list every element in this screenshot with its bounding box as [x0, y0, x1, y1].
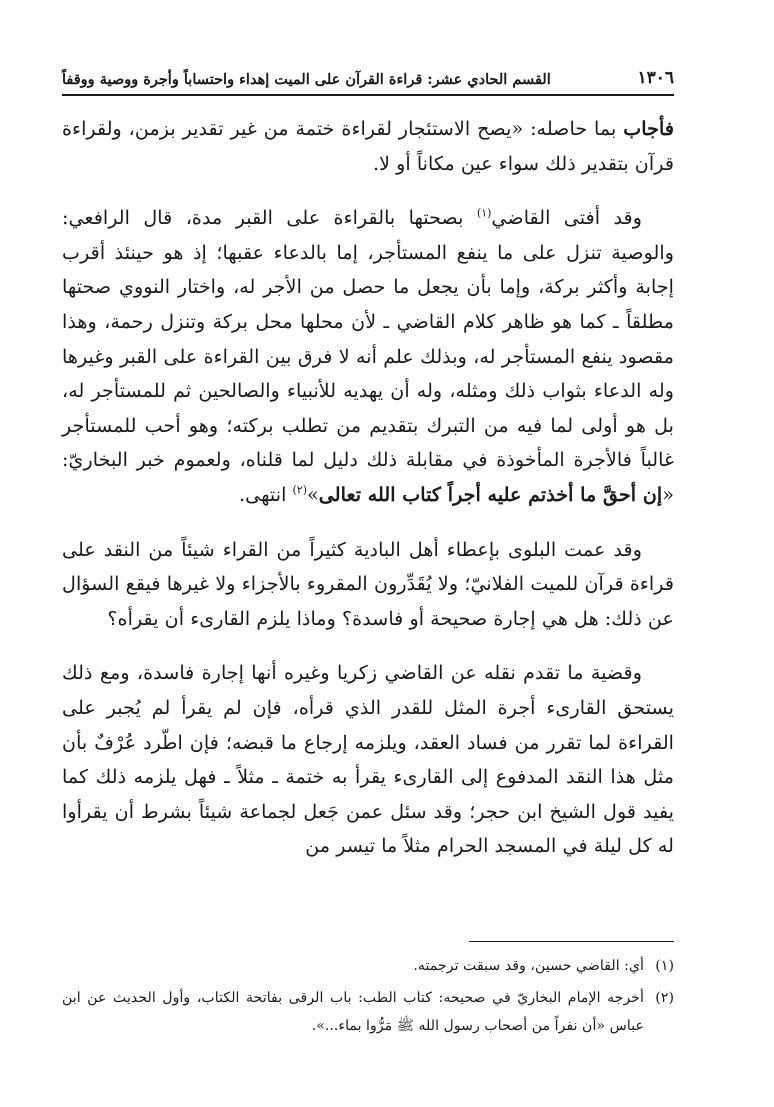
running-title: القسم الحادي عشر: قراءة القرآن على الميت إهداء واحتساباً وأجرة ووصية ووقفاً — [62, 71, 551, 88]
footnotes — [62, 952, 674, 1044]
footnote-1 — [62, 952, 674, 980]
footnote-ref-1[interactable]: (١) — [476, 206, 492, 220]
footnote-mark: (٢) — [655, 990, 674, 1006]
paragraph-text: وقد أفتى القاضي — [491, 206, 642, 230]
paragraph-text: انتهى. — [239, 482, 293, 506]
page-number: ١٣٠٦ — [637, 68, 674, 88]
paragraph-ruling — [62, 656, 674, 864]
footnote-ref-2[interactable]: (٢) — [292, 483, 308, 497]
footnote-2 — [62, 984, 674, 1040]
footnote-divider — [469, 941, 674, 942]
paragraph-text: وقد عمت البلوى بإعطاء أهل البادية كثيراً من القراء شيئاً من النقد على قراءة قرآن للميت الفلانيّ؛ ولا يُقَدِّرون المقروء بالأجزاء ولا غيرها فيقع السؤال عن ذلك: هل هي إجارة صحيحة أو فاسدة؟ وماذا يلزم القارىء أن يقرأه؟ — [62, 537, 674, 630]
paragraph-text: بصحتها بالقراءة على القبر مدة، قال الرافعي: والوصية تنزل على ما ينفع المستأجر، إما بالدعاء عقبها؛ إذ هو حينئذ أقرب إجابة وأكثر بركة، وإما بأن يجعل ما حصل من الأجر له، واختار النووي صحتها مطلقاً ـ كما هو ظاهر كلام القاضي ـ لأن محلها محل بركة وتنزل رحمة، وهذا مقصود ينفع المستأجر له، وبذلك علم أنه لا فرق بين القراءة على القبر وغيرها وله الدعاء بثواب ذلك ومثله، وله أن يهديه للأنبياء والصالحين ثم للمستأجر له، بل هو أولى لما فيه من التبرك بتقديم من تطلب بركته؛ وهو أحب للمستأجر غالباً فالأجرة المأخوذة في مقابلة ذلك دليل لما قلناه، ولعموم خبر البخاريّ: « — [62, 206, 674, 506]
footnote-mark: (١) — [655, 958, 674, 974]
footnote-text: أخرجه الإمام البخاريّ في صحيحه: كتاب الطب: باب الرقى بفاتحة الكتاب، وأول الحديث عن ابن عباس «أن نفراً من أصحاب رسول الله ﷺ مَرُّوا بماء...». — [62, 990, 644, 1034]
paragraph-text: بما حاصله: «يصح الاستئجار لقراءة ختمة من غير تقدير بزمن، ولقراءة قرآن بتقدير ذلك سواء عين مكاناً أو لا. — [62, 117, 674, 175]
footnote-text: أي: القاضي حسين، وقد سبقت ترجمته. — [413, 958, 644, 974]
hadith-quote: إن أحقَّ ما أخذتم عليه أجراً كتاب الله تعالى — [318, 482, 663, 506]
page-header — [62, 62, 674, 96]
main-text — [62, 112, 674, 884]
paragraph-answer — [62, 112, 674, 181]
answer-lead-word: فأجاب — [623, 117, 674, 140]
paragraph-fatwa — [62, 201, 674, 512]
paragraph-question — [62, 533, 674, 637]
paragraph-text: وقضية ما تقدم نقله عن القاضي زكريا وغيره أنها إجارة فاسدة، ومع ذلك يستحق القارىء أجرة المثل للقدر الذي قرأه، فإن لم يقرأ لم يُجبر على القراءة لما تقرر من فساد العقد، ويلزمه إرجاع ما قبضه؛ فإن اطّرد عُرْفٌ بأن مثل هذا النقد المدفوع إلى القارىء يقرأ به ختمة ـ مثلاً ـ فهل يلزمه ذلك كما يفيد قول الشيخ ابن حجر؛ وقد سئل عمن جَعل لجماعة شيئاً بشرط أن يقرأوا له كل ليلة في المسجد الحرام مثلاً ما تيسر من — [62, 661, 674, 858]
quote-close: » — [307, 482, 319, 506]
